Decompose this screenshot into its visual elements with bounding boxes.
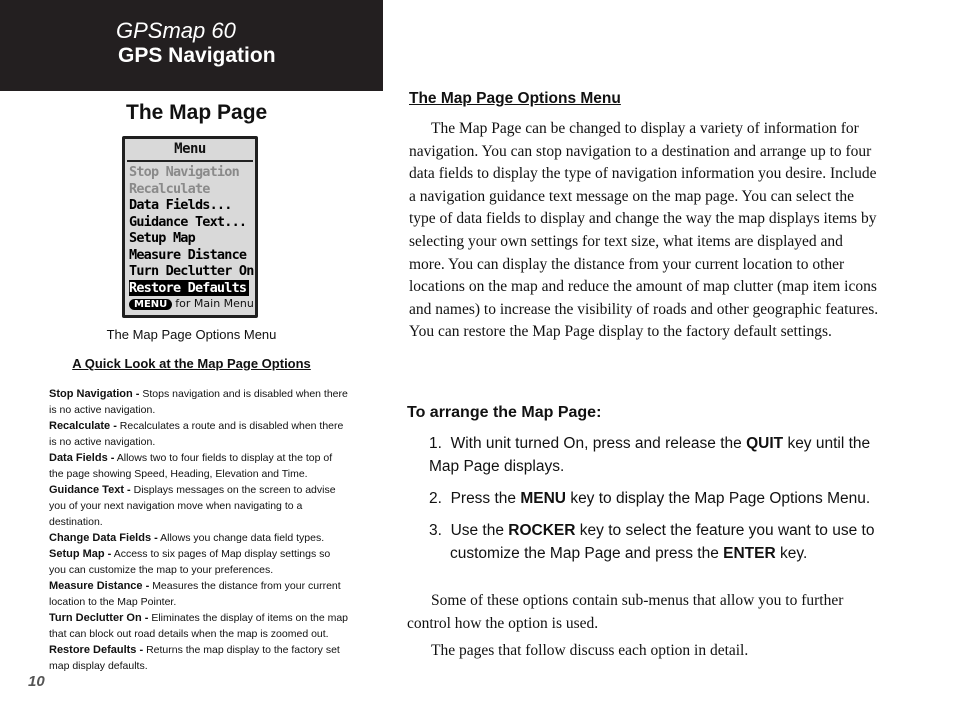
chapter-header [0,0,383,91]
page-number: 10 [28,673,45,690]
quick-look-title: A Quick Look at the Map Page Options [72,356,311,371]
option-name: Restore Defaults - [49,644,144,656]
note-paragraph: Some of these options contain sub-menus that allow you to further control how the option is used. [407,592,844,632]
option-desc: Recalculates a route and is disabled when there is no active navigation. [49,420,344,448]
screen-menu-title: Menu [174,141,206,157]
option-desc: Displays messages on the screen to advise you of your next navigation move when navigating to a destination. [49,484,336,528]
screen-menu-divider [127,160,253,162]
step-text: key. [780,545,808,562]
step-text: key to select the feature you want to use to customize the Map Page and press the [450,522,875,562]
option-name: Setup Map - [49,548,112,560]
options-list [49,386,349,674]
step-2 [429,487,889,510]
screen-menu-item-recalculate: Recalculate [129,180,210,197]
option-name: Guidance Text - [49,484,131,496]
screen-menu-item-measure-distance: Measure Distance [129,246,247,263]
option-desc: Stops navigation and is disabled when there is no active navigation. [49,388,348,416]
step-text: key to display the Map Page Options Menu. [570,490,871,507]
device-screen-image [122,136,258,318]
intro-paragraph: The Map Page can be changed to display a variety of information for navigation. You can stop navigation to a destination and arrange up to four data fields to display the type of navigation information you desire. Include a navigation guidance text message on the map page. You can select the type of data fields to display and change the way the map displays items by selecting your own settings for text size, what items are displayed and more. You can display the distance from your current location to other locations on the map and reduce the amount of map clutter (map item icons and names) to increase the visibility of roads and other geographic features. You can restore the Map Page display to the factory default settings. [409,120,879,341]
page-heading: The Map Page [126,101,268,124]
device-screen-display [125,139,255,315]
option-name: Measure Distance - [49,580,150,592]
note-paragraph-2: The pages that follow discuss each option in detail. [431,642,749,659]
key-name: MENU [520,490,566,507]
procedure-steps [429,432,889,574]
section-heading: The Map Page Options Menu [409,90,621,107]
option-name: Change Data Fields - [49,532,158,544]
option-desc: Returns the map display to the factory set map display defaults. [49,644,340,672]
screen-menu-footer-text: for Main Menu [175,297,254,310]
step-text: With unit turned On, press and release the [450,435,742,452]
key-name: ENTER [723,545,776,562]
step-text: Use the [450,522,504,539]
option-measure-distance [49,578,349,610]
option-desc: Measures the distance from your current location to the Map Pointer. [49,580,341,608]
step-1 [429,432,889,478]
option-desc: Allows two to four fields to display at the top of the page showing Speed, Heading, Elevation and Time. [49,452,333,480]
screen-menu-item-stop-navigation: Stop Navigation [129,164,239,180]
option-desc: Eliminates the display of items on the map that can block out road details when the map is zoomed out. [49,612,349,640]
option-desc: Allows you change data field types. [160,532,325,544]
option-desc: Access to six pages of Map display settings so you can customize the map to your preferences. [49,548,331,576]
option-name: Turn Declutter On - [49,612,149,624]
screen-menu-item-setup-map: Setup Map [129,230,195,246]
option-recalculate [49,418,349,450]
screen-menu-item-turn-declutter-on: Turn Declutter On [129,263,254,279]
option-name: Data Fields - [49,452,115,464]
option-restore-defaults [49,642,349,674]
product-model: GPSmap 60 [116,18,236,43]
option-setup-map [49,546,349,578]
step-number: 1. [429,435,442,452]
step-number: 2. [429,490,442,507]
screen-menu-item-restore-defaults: Restore Defaults [129,280,249,297]
option-change-data-fields [49,530,349,546]
step-text: Press the [450,490,517,507]
option-name: Recalculate - [49,420,117,432]
key-name: ROCKER [508,522,576,539]
key-name: QUIT [746,435,784,452]
figure-caption: The Map Page Options Menu [106,327,277,342]
step-text: key until the Map Page displays. [429,435,871,475]
option-data-fields [49,450,349,482]
screen-menu-item-data-fields: Data Fields... [129,197,232,213]
step-3 [429,519,889,565]
step-number: 3. [429,522,442,539]
option-turn-declutter-on [49,610,349,642]
chapter-title: GPS Navigation [118,44,276,67]
screen-menu-footer [129,297,254,310]
screen-menu-list [129,164,254,296]
screen-menu-item-guidance-text: Guidance Text... [129,213,247,230]
option-guidance-text [49,482,349,530]
procedure-heading: To arrange the Map Page: [407,404,602,421]
option-name: Stop Navigation - [49,388,140,400]
menu-key-icon: MENU [129,299,172,310]
option-stop-navigation [49,386,349,418]
